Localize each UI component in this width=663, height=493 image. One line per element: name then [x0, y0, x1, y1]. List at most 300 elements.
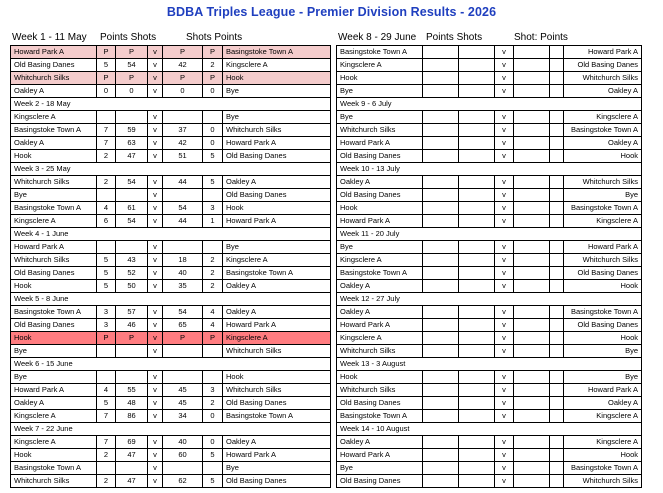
fixture-row: [337, 124, 641, 137]
fixture-row: [11, 332, 330, 345]
home-team: Hook: [11, 332, 97, 344]
away-team: Bye: [226, 112, 239, 121]
away-team: Basingstoke Town A: [226, 47, 293, 56]
home-shots: [459, 254, 495, 266]
left-shots-points-heading: Shots Points: [186, 32, 243, 43]
right-results-panel: [336, 30, 642, 488]
home-shots: [459, 462, 495, 474]
versus-label: v: [495, 384, 514, 396]
left-week-title: Week 2 - 18 May: [11, 98, 330, 111]
away-points: [550, 124, 564, 136]
away-points: [550, 384, 564, 396]
home-team: Kingsclere A: [11, 410, 97, 422]
fixture-row: [337, 85, 641, 97]
home-team: Old Basing Danes: [11, 59, 97, 71]
home-points: [423, 280, 459, 292]
home-points: 7: [97, 410, 116, 422]
away-team: Kingsclere A: [226, 255, 268, 264]
versus-label: v: [148, 462, 163, 474]
home-team: Howard Park A: [337, 137, 423, 149]
away-points: 5: [203, 150, 223, 162]
fixture-row: [337, 449, 641, 462]
home-team: Bye: [337, 85, 423, 97]
away-shots: [514, 241, 550, 253]
home-points: 5: [97, 267, 116, 279]
versus-label: v: [148, 176, 163, 188]
fixture-row: [11, 410, 330, 422]
home-team: Kingsclere A: [11, 215, 97, 227]
page-title: BDBA Triples League - Premier Division Results - 2026: [166, 5, 497, 19]
fixture-row: [337, 241, 641, 254]
away-shots: 45: [163, 397, 203, 409]
away-points: [203, 241, 223, 253]
versus-label: v: [495, 449, 514, 461]
away-shots: [514, 410, 550, 422]
away-points: 1: [203, 215, 223, 227]
away-points: 0: [203, 124, 223, 136]
home-shots: 47: [116, 475, 148, 487]
away-team: Bye: [226, 242, 239, 251]
versus-label: v: [148, 306, 163, 318]
home-team: Bye: [11, 371, 97, 383]
home-team: Hook: [11, 280, 97, 292]
right-week-title: Week 13 - 3 August: [337, 358, 641, 371]
home-points: 5: [97, 397, 116, 409]
away-shots: [514, 332, 550, 344]
home-points: [423, 384, 459, 396]
fixture-row: [11, 85, 330, 97]
away-team: Basingstoke Town A: [226, 411, 293, 420]
home-team: Howard Park A: [337, 449, 423, 461]
versus-label: v: [495, 176, 514, 188]
away-shots: [514, 371, 550, 383]
home-points: 2: [97, 449, 116, 461]
away-team: Oakley A: [226, 307, 257, 316]
home-shots: [116, 462, 148, 474]
home-points: 5: [97, 254, 116, 266]
fixture-row: [337, 254, 641, 267]
home-points: 2: [97, 176, 116, 188]
away-team: Old Basing Danes: [226, 476, 287, 485]
away-points: [550, 475, 564, 487]
versus-label: v: [148, 215, 163, 227]
fixture-row: [337, 332, 641, 345]
home-points: [423, 254, 459, 266]
away-team: Kingsclere A: [596, 411, 638, 420]
away-team: Oakley A: [607, 86, 638, 95]
home-team: Bye: [11, 189, 97, 201]
away-team: Kingsclere A: [596, 216, 638, 225]
away-team: Old Basing Danes: [226, 151, 287, 160]
right-week-block: [336, 98, 642, 163]
versus-label: v: [148, 111, 163, 123]
home-shots: [459, 176, 495, 188]
versus-label: v: [148, 85, 163, 97]
home-shots: [459, 124, 495, 136]
away-shots: [514, 150, 550, 162]
away-points: 0: [203, 410, 223, 422]
home-team: Basingstoke Town A: [11, 306, 97, 318]
away-shots: [163, 189, 203, 201]
fixture-row: [11, 319, 330, 332]
left-week-block: [10, 228, 331, 293]
left-week-title: Week 4 - 1 June: [11, 228, 330, 241]
home-points: [423, 345, 459, 357]
away-shots: [514, 59, 550, 71]
away-shots: [514, 449, 550, 461]
home-team: Bye: [337, 241, 423, 253]
home-shots: [459, 137, 495, 149]
home-points: [423, 449, 459, 461]
away-team: Howard Park A: [587, 385, 638, 394]
away-points: 2: [203, 59, 223, 71]
home-points: P: [97, 72, 116, 84]
away-shots: 0: [163, 85, 203, 97]
away-team: Whitchurch Silks: [226, 385, 282, 394]
away-shots: 42: [163, 137, 203, 149]
home-points: [97, 111, 116, 123]
versus-label: v: [148, 241, 163, 253]
versus-label: v: [148, 475, 163, 487]
right-week-title: Week 12 - 27 July: [337, 293, 641, 306]
fixture-row: [11, 137, 330, 150]
home-points: [423, 410, 459, 422]
home-shots: 63: [116, 137, 148, 149]
away-shots: 42: [163, 59, 203, 71]
home-points: [423, 111, 459, 123]
away-points: [550, 462, 564, 474]
home-shots: [459, 449, 495, 461]
home-points: [423, 189, 459, 201]
home-team: Oakley A: [337, 176, 423, 188]
home-team: Howard Park A: [11, 384, 97, 396]
away-shots: 35: [163, 280, 203, 292]
away-points: P: [203, 46, 223, 58]
away-team: Howard Park A: [226, 450, 277, 459]
versus-label: v: [495, 345, 514, 357]
away-shots: 60: [163, 449, 203, 461]
home-shots: 61: [116, 202, 148, 214]
home-team: Hook: [337, 72, 423, 84]
away-points: [550, 345, 564, 357]
versus-label: v: [495, 241, 514, 253]
versus-label: v: [495, 202, 514, 214]
away-shots: 34: [163, 410, 203, 422]
fixture-row: [337, 267, 641, 280]
home-shots: [459, 72, 495, 84]
fixture-row: [337, 397, 641, 410]
fixture-row: [11, 475, 330, 487]
home-points: 6: [97, 215, 116, 227]
home-points: 7: [97, 124, 116, 136]
home-shots: [459, 397, 495, 409]
away-team: Kingsclere A: [596, 437, 638, 446]
versus-label: v: [495, 189, 514, 201]
home-team: Basingstoke Town A: [11, 124, 97, 136]
versus-label: v: [495, 111, 514, 123]
away-shots: 37: [163, 124, 203, 136]
fixture-row: [337, 345, 641, 357]
home-points: [423, 371, 459, 383]
versus-label: v: [148, 345, 163, 357]
right-week-8-heading: Week 8 - 29 June: [338, 32, 417, 43]
home-points: [423, 267, 459, 279]
home-shots: [116, 241, 148, 253]
fixture-row: [337, 462, 641, 475]
versus-label: v: [495, 215, 514, 227]
home-points: [423, 202, 459, 214]
left-column-header: [10, 30, 331, 45]
home-points: [423, 150, 459, 162]
away-points: 3: [203, 384, 223, 396]
away-points: [203, 111, 223, 123]
away-team: Oakley A: [226, 437, 257, 446]
home-shots: [116, 111, 148, 123]
home-team: Old Basing Danes: [337, 189, 423, 201]
home-shots: 0: [116, 85, 148, 97]
home-shots: 57: [116, 306, 148, 318]
home-team: Oakley A: [11, 85, 97, 97]
versus-label: v: [495, 124, 514, 136]
home-team: Old Basing Danes: [337, 475, 423, 487]
fixture-row: [11, 267, 330, 280]
home-points: [423, 85, 459, 97]
away-shots: [163, 111, 203, 123]
home-shots: [459, 410, 495, 422]
home-points: [423, 475, 459, 487]
away-shots: [163, 345, 203, 357]
home-points: 7: [97, 137, 116, 149]
home-shots: P: [116, 72, 148, 84]
versus-label: v: [495, 475, 514, 487]
left-week-title: Week 3 - 25 May: [11, 163, 330, 176]
home-shots: [459, 215, 495, 227]
versus-label: v: [148, 384, 163, 396]
home-team: Whitchurch Silks: [11, 475, 97, 487]
away-points: [550, 254, 564, 266]
home-team: Old Basing Danes: [337, 397, 423, 409]
fixture-row: [11, 124, 330, 137]
home-shots: 54: [116, 176, 148, 188]
away-team: Whitchurch Silks: [226, 346, 282, 355]
fixture-row: [11, 150, 330, 162]
left-week-title: Week 7 - 22 June: [11, 423, 330, 436]
home-team: Hook: [337, 202, 423, 214]
home-points: 3: [97, 319, 116, 331]
right-column-header: [336, 30, 642, 45]
away-points: 5: [203, 176, 223, 188]
away-shots: 40: [163, 267, 203, 279]
away-team: Bye: [226, 463, 239, 472]
away-shots: [514, 345, 550, 357]
fixture-row: [337, 280, 641, 292]
away-points: [550, 215, 564, 227]
home-team: Old Basing Danes: [11, 319, 97, 331]
away-shots: 51: [163, 150, 203, 162]
away-points: [550, 267, 564, 279]
home-team: Whitchurch Silks: [11, 254, 97, 266]
home-team: Oakley A: [11, 137, 97, 149]
away-shots: [514, 111, 550, 123]
away-shots: 40: [163, 436, 203, 448]
versus-label: v: [495, 72, 514, 84]
away-team: Whitchurch Silks: [226, 125, 282, 134]
home-points: P: [97, 46, 116, 58]
fixture-row: [11, 241, 330, 254]
home-team: Howard Park A: [11, 241, 97, 253]
home-shots: [459, 319, 495, 331]
away-points: [550, 176, 564, 188]
home-shots: 47: [116, 150, 148, 162]
away-points: [550, 436, 564, 448]
home-team: Whitchurch Silks: [11, 176, 97, 188]
away-team: Howard Park A: [587, 47, 638, 56]
away-team: Kingsclere A: [226, 333, 268, 342]
away-shots: [514, 280, 550, 292]
home-team: Hook: [11, 150, 97, 162]
left-week-block: [10, 98, 331, 163]
home-shots: [459, 267, 495, 279]
fixture-row: [337, 319, 641, 332]
away-team: Hook: [226, 73, 244, 82]
home-shots: 59: [116, 124, 148, 136]
away-points: 4: [203, 306, 223, 318]
away-points: [203, 462, 223, 474]
fixture-row: [337, 436, 641, 449]
away-points: [550, 150, 564, 162]
away-shots: [514, 215, 550, 227]
fixture-row: [11, 46, 330, 59]
versus-label: v: [495, 371, 514, 383]
fixture-row: [11, 202, 330, 215]
away-shots: [514, 436, 550, 448]
away-team: Basingstoke Town A: [571, 307, 638, 316]
home-points: [97, 371, 116, 383]
left-points-shots-heading: Points Shots: [100, 32, 157, 43]
right-week-block: [336, 45, 642, 98]
home-points: [423, 332, 459, 344]
away-team: Old Basing Danes: [577, 60, 638, 69]
fixture-row: [11, 371, 330, 384]
home-points: [423, 124, 459, 136]
away-points: 5: [203, 475, 223, 487]
away-points: P: [203, 72, 223, 84]
away-shots: [514, 189, 550, 201]
away-team: Basingstoke Town A: [571, 463, 638, 472]
home-points: [423, 46, 459, 58]
away-shots: [514, 137, 550, 149]
away-shots: [514, 384, 550, 396]
away-shots: [163, 241, 203, 253]
away-points: [550, 397, 564, 409]
home-points: 4: [97, 202, 116, 214]
home-shots: P: [116, 46, 148, 58]
away-shots: [514, 85, 550, 97]
versus-label: v: [495, 332, 514, 344]
home-shots: [459, 111, 495, 123]
home-shots: 55: [116, 384, 148, 396]
away-team: Howard Park A: [587, 242, 638, 251]
away-shots: P: [163, 46, 203, 58]
fixture-row: [337, 371, 641, 384]
left-week-1-heading: Week 1 - 11 May: [12, 32, 87, 43]
home-points: [423, 215, 459, 227]
home-points: 5: [97, 59, 116, 71]
home-points: 0: [97, 85, 116, 97]
home-team: Whitchurch Silks: [337, 124, 423, 136]
versus-label: v: [495, 306, 514, 318]
away-team: Basingstoke Town A: [571, 203, 638, 212]
versus-label: v: [148, 319, 163, 331]
versus-label: v: [148, 59, 163, 71]
right-week-block: [336, 228, 642, 293]
home-points: 2: [97, 475, 116, 487]
away-shots: [514, 462, 550, 474]
home-team: Howard Park A: [337, 319, 423, 331]
fixture-row: [11, 306, 330, 319]
home-team: Kingsclere A: [11, 436, 97, 448]
right-week-title: Week 9 - 6 July: [337, 98, 641, 111]
away-team: Hook: [226, 203, 244, 212]
versus-label: v: [495, 462, 514, 474]
away-team: Kingsclere A: [596, 112, 638, 121]
home-points: [423, 462, 459, 474]
versus-label: v: [495, 410, 514, 422]
away-shots: [514, 46, 550, 58]
home-shots: [459, 241, 495, 253]
home-shots: 43: [116, 254, 148, 266]
home-shots: [459, 306, 495, 318]
away-points: [203, 345, 223, 357]
versus-label: v: [148, 332, 163, 344]
left-week-block: [10, 358, 331, 423]
home-team: Old Basing Danes: [11, 267, 97, 279]
home-points: [97, 462, 116, 474]
away-shots: [514, 397, 550, 409]
left-week-block: [10, 163, 331, 228]
away-shots: [514, 202, 550, 214]
away-shots: [514, 267, 550, 279]
home-shots: [459, 280, 495, 292]
away-team: Oakley A: [607, 398, 638, 407]
fixture-row: [337, 137, 641, 150]
home-points: [423, 397, 459, 409]
away-points: 0: [203, 85, 223, 97]
home-shots: [459, 436, 495, 448]
away-shots: 65: [163, 319, 203, 331]
home-team: Basingstoke Town A: [337, 46, 423, 58]
fixture-row: [337, 384, 641, 397]
left-week-title: Week 5 - 8 June: [11, 293, 330, 306]
away-team: Bye: [625, 190, 638, 199]
away-points: [550, 371, 564, 383]
away-team: Oakley A: [226, 177, 257, 186]
versus-label: v: [148, 46, 163, 58]
away-team: Howard Park A: [226, 216, 277, 225]
away-shots: 54: [163, 202, 203, 214]
left-results-panel: [10, 30, 331, 488]
home-team: Kingsclere A: [337, 254, 423, 266]
away-points: [550, 46, 564, 58]
away-shots: P: [163, 72, 203, 84]
home-team: Hook: [11, 449, 97, 461]
away-shots: [514, 319, 550, 331]
versus-label: v: [148, 124, 163, 136]
away-points: 5: [203, 449, 223, 461]
home-shots: P: [116, 332, 148, 344]
fixture-row: [11, 254, 330, 267]
home-shots: [459, 475, 495, 487]
